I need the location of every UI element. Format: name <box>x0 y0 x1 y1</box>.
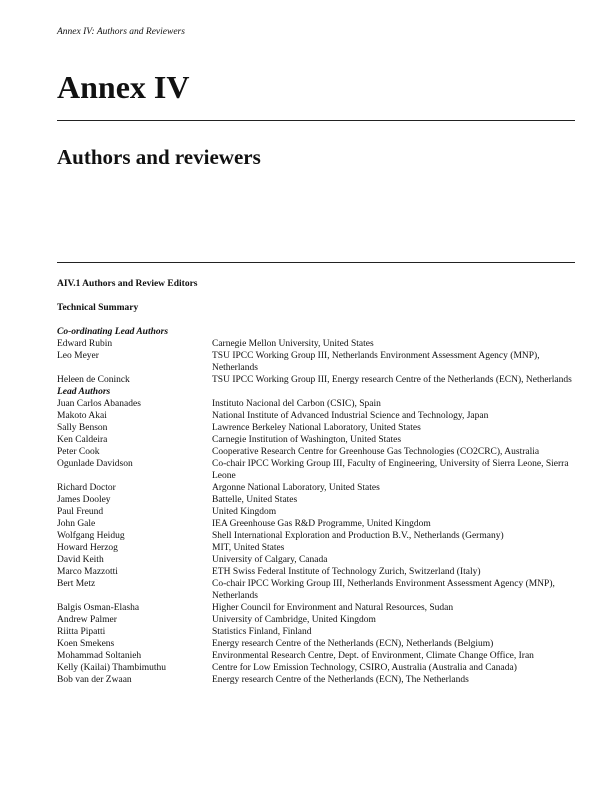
annex-subtitle: Authors and reviewers <box>57 145 261 169</box>
subtitle-divider <box>57 262 575 263</box>
author-row <box>57 482 575 494</box>
author-affiliation: Carnegie Institution of Washington, United States <box>212 435 402 445</box>
author-row <box>57 422 575 434</box>
author-row <box>57 506 575 518</box>
author-affiliation: University of Calgary, Canada <box>212 555 328 565</box>
author-listing <box>57 278 575 686</box>
author-name: Ken Caldeira <box>57 435 108 445</box>
author-affiliation: Co-chair IPCC Working Group III, Faculty of Engineering, University of Sierra Leone, Sierra Leone <box>212 459 569 481</box>
author-row <box>57 650 575 662</box>
author-name: David Keith <box>57 555 104 565</box>
author-row <box>57 410 575 422</box>
author-name: Bob van der Zwaan <box>57 675 132 685</box>
group-heading: Lead Authors <box>57 387 111 397</box>
spacer <box>57 290 575 302</box>
author-row <box>57 674 575 686</box>
author-affiliation: ETH Swiss Federal Institute of Technology Zurich, Switzerland (Italy) <box>212 567 481 577</box>
author-row <box>57 530 575 542</box>
author-row <box>57 518 575 530</box>
author-affiliation: Co-chair IPCC Working Group III, Netherlands Environment Assessment Agency (MNP), Netherlands <box>212 579 555 601</box>
author-row <box>57 398 575 410</box>
author-affiliation: Higher Council for Environment and Natural Resources, Sudan <box>212 603 454 613</box>
spacer <box>57 314 575 326</box>
author-affiliation: IEA Greenhouse Gas R&D Programme, United Kingdom <box>212 519 431 529</box>
author-affiliation: Shell International Exploration and Production B.V., Netherlands (Germany) <box>212 531 504 541</box>
author-row <box>57 494 575 506</box>
author-row <box>57 374 575 386</box>
annex-title: Annex IV <box>57 69 190 105</box>
author-name: Paul Freund <box>57 507 104 517</box>
author-row <box>57 338 575 350</box>
author-name: Richard Doctor <box>57 483 116 493</box>
author-row <box>57 614 575 626</box>
author-affiliation: United Kingdom <box>212 507 277 517</box>
author-affiliation: Environmental Research Centre, Dept. of Environment, Climate Change Office, Iran <box>212 651 534 661</box>
author-affiliation: Argonne National Laboratory, United States <box>212 483 380 493</box>
author-name: Sally Benson <box>57 423 108 433</box>
author-affiliation: National Institute of Advanced Industrial Science and Technology, Japan <box>212 411 489 421</box>
author-name: James Dooley <box>57 495 111 505</box>
author-name: Andrew Palmer <box>57 615 117 625</box>
author-name: Heleen de Coninck <box>57 375 130 385</box>
author-affiliation: MIT, United States <box>212 543 285 553</box>
author-affiliation: Energy research Centre of the Netherlands (ECN), Netherlands (Belgium) <box>212 639 494 649</box>
author-affiliation: TSU IPCC Working Group III, Energy research Centre of the Netherlands (ECN), Netherlands <box>212 375 572 385</box>
author-name: Peter Cook <box>57 447 100 457</box>
subsection-heading: Technical Summary <box>57 303 139 313</box>
group-heading: Co-ordinating Lead Authors <box>57 327 169 337</box>
author-name: Kelly (Kailai) Thambimuthu <box>57 663 167 673</box>
title-divider <box>57 120 575 121</box>
author-row <box>57 602 575 614</box>
author-name: John Gale <box>57 519 96 529</box>
author-name: Leo Meyer <box>57 351 99 361</box>
author-name: Wolfgang Heidug <box>57 531 125 541</box>
author-affiliation: Instituto Nacional del Carbon (CSIC), Spain <box>212 399 381 409</box>
author-name: Mohammad Soltanieh <box>57 651 142 661</box>
author-name: Juan Carlos Abanades <box>57 399 141 409</box>
author-row <box>57 542 575 554</box>
running-header: Annex IV: Authors and Reviewers <box>57 27 185 37</box>
section-heading: AIV.1 Authors and Review Editors <box>57 279 198 289</box>
author-affiliation: Lawrence Berkeley National Laboratory, United States <box>212 423 421 433</box>
author-row <box>57 434 575 446</box>
author-row <box>57 554 575 566</box>
author-name: Ogunlade Davidson <box>57 459 133 469</box>
author-name: Balgis Osman-Elasha <box>57 603 140 613</box>
author-name: Howard Herzog <box>57 543 118 553</box>
author-affiliation: Battelle, United States <box>212 495 298 505</box>
author-name: Bert Metz <box>57 579 96 589</box>
author-affiliation: Centre for Low Emission Technology, CSIRO, Australia (Australia and Canada) <box>212 663 517 673</box>
author-row <box>57 350 575 374</box>
author-affiliation: Carnegie Mellon University, United States <box>212 339 374 349</box>
author-name: Edward Rubin <box>57 339 113 349</box>
author-row <box>57 446 575 458</box>
author-affiliation: Statistics Finland, Finland <box>212 627 312 637</box>
author-row <box>57 458 575 482</box>
author-groups <box>57 326 575 686</box>
author-name: Marco Mazzotti <box>57 567 118 577</box>
author-row <box>57 638 575 650</box>
author-name: Koen Smekens <box>57 639 115 649</box>
author-row <box>57 578 575 602</box>
author-name: Riitta Pipatti <box>57 627 106 637</box>
author-row <box>57 626 575 638</box>
author-affiliation: Cooperative Research Centre for Greenhouse Gas Technologies (CO2CRC), Australia <box>212 447 540 457</box>
author-affiliation: University of Cambridge, United Kingdom <box>212 615 376 625</box>
author-row <box>57 566 575 578</box>
author-affiliation: Energy research Centre of the Netherlands (ECN), The Netherlands <box>212 675 469 685</box>
author-name: Makoto Akai <box>57 411 107 421</box>
author-affiliation: TSU IPCC Working Group III, Netherlands Environment Assessment Agency (MNP), Netherlands <box>212 351 540 373</box>
author-row <box>57 662 575 674</box>
